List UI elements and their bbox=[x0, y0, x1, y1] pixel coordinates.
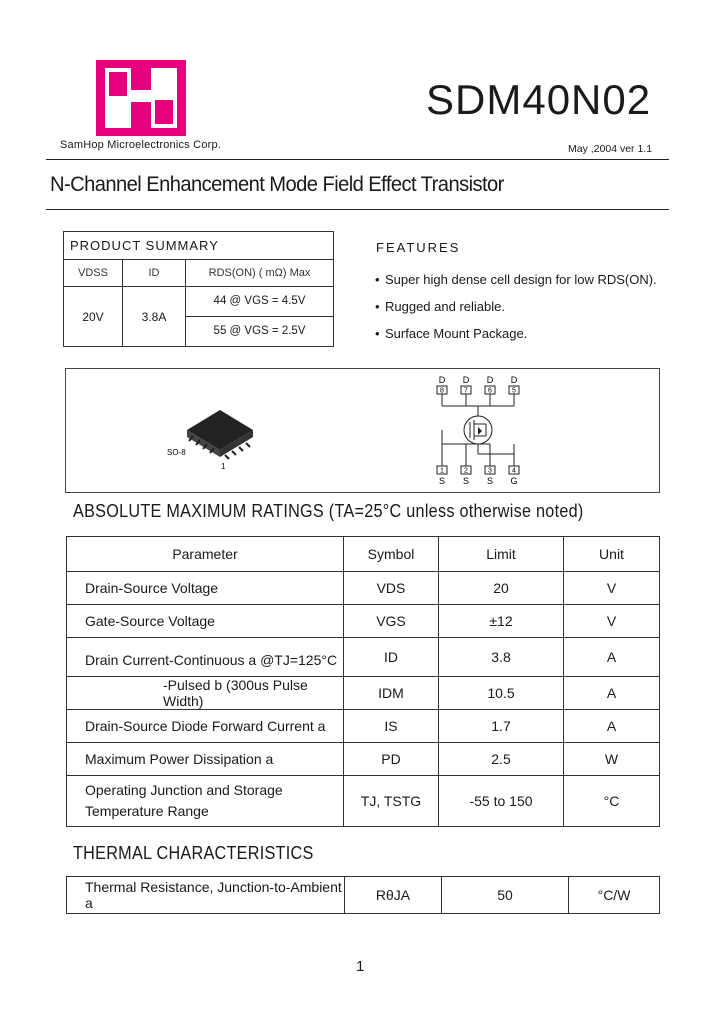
thermal-table bbox=[66, 876, 660, 914]
pin-number-top: 8 bbox=[440, 387, 444, 395]
rds-value-2: 55 @ VGS = 2.5V bbox=[186, 316, 333, 346]
col-rds: RDS(ON) ( mΩ) Max bbox=[186, 260, 334, 287]
features-heading: FEATURES bbox=[376, 240, 461, 255]
company-name: SamHop Microelectronics Corp. bbox=[60, 139, 222, 151]
table-row: Operating Junction and Storage Temperature Range TJ, TSTG -55 to 150 °C bbox=[67, 776, 660, 827]
value-id: 3.8A bbox=[123, 287, 186, 347]
pin-label-bottom: S bbox=[486, 476, 494, 486]
abs-max-table bbox=[66, 536, 660, 827]
rds-value-1: 44 @ VGS = 4.5V bbox=[213, 295, 306, 307]
feature-item: • Rugged and reliable. bbox=[375, 299, 505, 314]
product-summary-table bbox=[63, 231, 334, 347]
pin-label-bottom: S bbox=[438, 476, 446, 486]
value-vdss: 20V bbox=[64, 287, 123, 347]
pin-number-top: 7 bbox=[464, 387, 468, 395]
table-row: Gate-Source Voltage VGS ±12 V bbox=[67, 605, 660, 638]
table-row: Thermal Resistance, Junction-to-Ambient a RθJA 50 °C/W bbox=[67, 877, 660, 914]
col-id: ID bbox=[123, 260, 186, 287]
table-row: Maximum Power Dissipation a PD 2.5 W bbox=[67, 743, 660, 776]
so8-package-icon bbox=[165, 405, 265, 475]
pin-label-bottom: S bbox=[462, 476, 470, 486]
pin-label-top: D bbox=[438, 375, 446, 385]
pinout-diagram bbox=[428, 374, 528, 486]
thermal-title: THERMAL CHARACTERISTICS bbox=[73, 843, 314, 863]
feature-item: • Super high dense cell design for low RDS(ON). bbox=[375, 272, 657, 287]
document-title: N-Channel Enhancement Mode Field Effect Transistor bbox=[50, 173, 504, 196]
header-rule bbox=[46, 159, 669, 160]
pin-number-bottom: 3 bbox=[488, 467, 492, 475]
pin-number-top: 6 bbox=[488, 387, 492, 395]
pin-number-top: 5 bbox=[512, 387, 516, 395]
feature-item: • Surface Mount Package. bbox=[375, 326, 528, 341]
title-rule bbox=[46, 209, 669, 210]
version-date: May ,2004 ver 1.1 bbox=[568, 143, 653, 155]
pin-number-bottom: 2 bbox=[464, 467, 468, 475]
header-unit: Unit bbox=[564, 537, 660, 572]
col-vdss: VDSS bbox=[64, 260, 123, 287]
pin-label-top: D bbox=[486, 375, 494, 385]
table-row: Drain Current-Continuous a @TJ=125°C ID 3.8 A bbox=[67, 638, 660, 677]
pin-number-bottom: 1 bbox=[440, 467, 444, 475]
table-row: -Pulsed b (300us Pulse Width) IDM 10.5 A bbox=[67, 677, 660, 710]
features-list bbox=[375, 266, 657, 347]
header-parameter: Parameter bbox=[67, 537, 344, 572]
package-label: SO-8 bbox=[167, 448, 186, 457]
table-row: Drain-Source Voltage VDS 20 V bbox=[67, 572, 660, 605]
pin1-label: 1 bbox=[221, 462, 226, 471]
header-symbol: Symbol bbox=[344, 537, 439, 572]
samhop-logo bbox=[96, 60, 186, 136]
package-box bbox=[65, 368, 660, 493]
pin-label-bottom: G bbox=[510, 476, 518, 486]
abs-max-title: ABSOLUTE MAXIMUM RATINGS (TA=25°C unless otherwise noted) bbox=[73, 501, 584, 521]
pin-number-bottom: 4 bbox=[512, 467, 516, 475]
table-row: Drain-Source Diode Forward Current a IS 1.7 A bbox=[67, 710, 660, 743]
product-summary-heading: PRODUCT SUMMARY bbox=[64, 232, 334, 260]
page-number: 1 bbox=[356, 958, 365, 975]
part-number: SDM40N02 bbox=[426, 76, 652, 123]
pin-label-top: D bbox=[510, 375, 518, 385]
rds-values bbox=[186, 287, 334, 347]
pin-label-top: D bbox=[462, 375, 470, 385]
header-limit: Limit bbox=[439, 537, 564, 572]
